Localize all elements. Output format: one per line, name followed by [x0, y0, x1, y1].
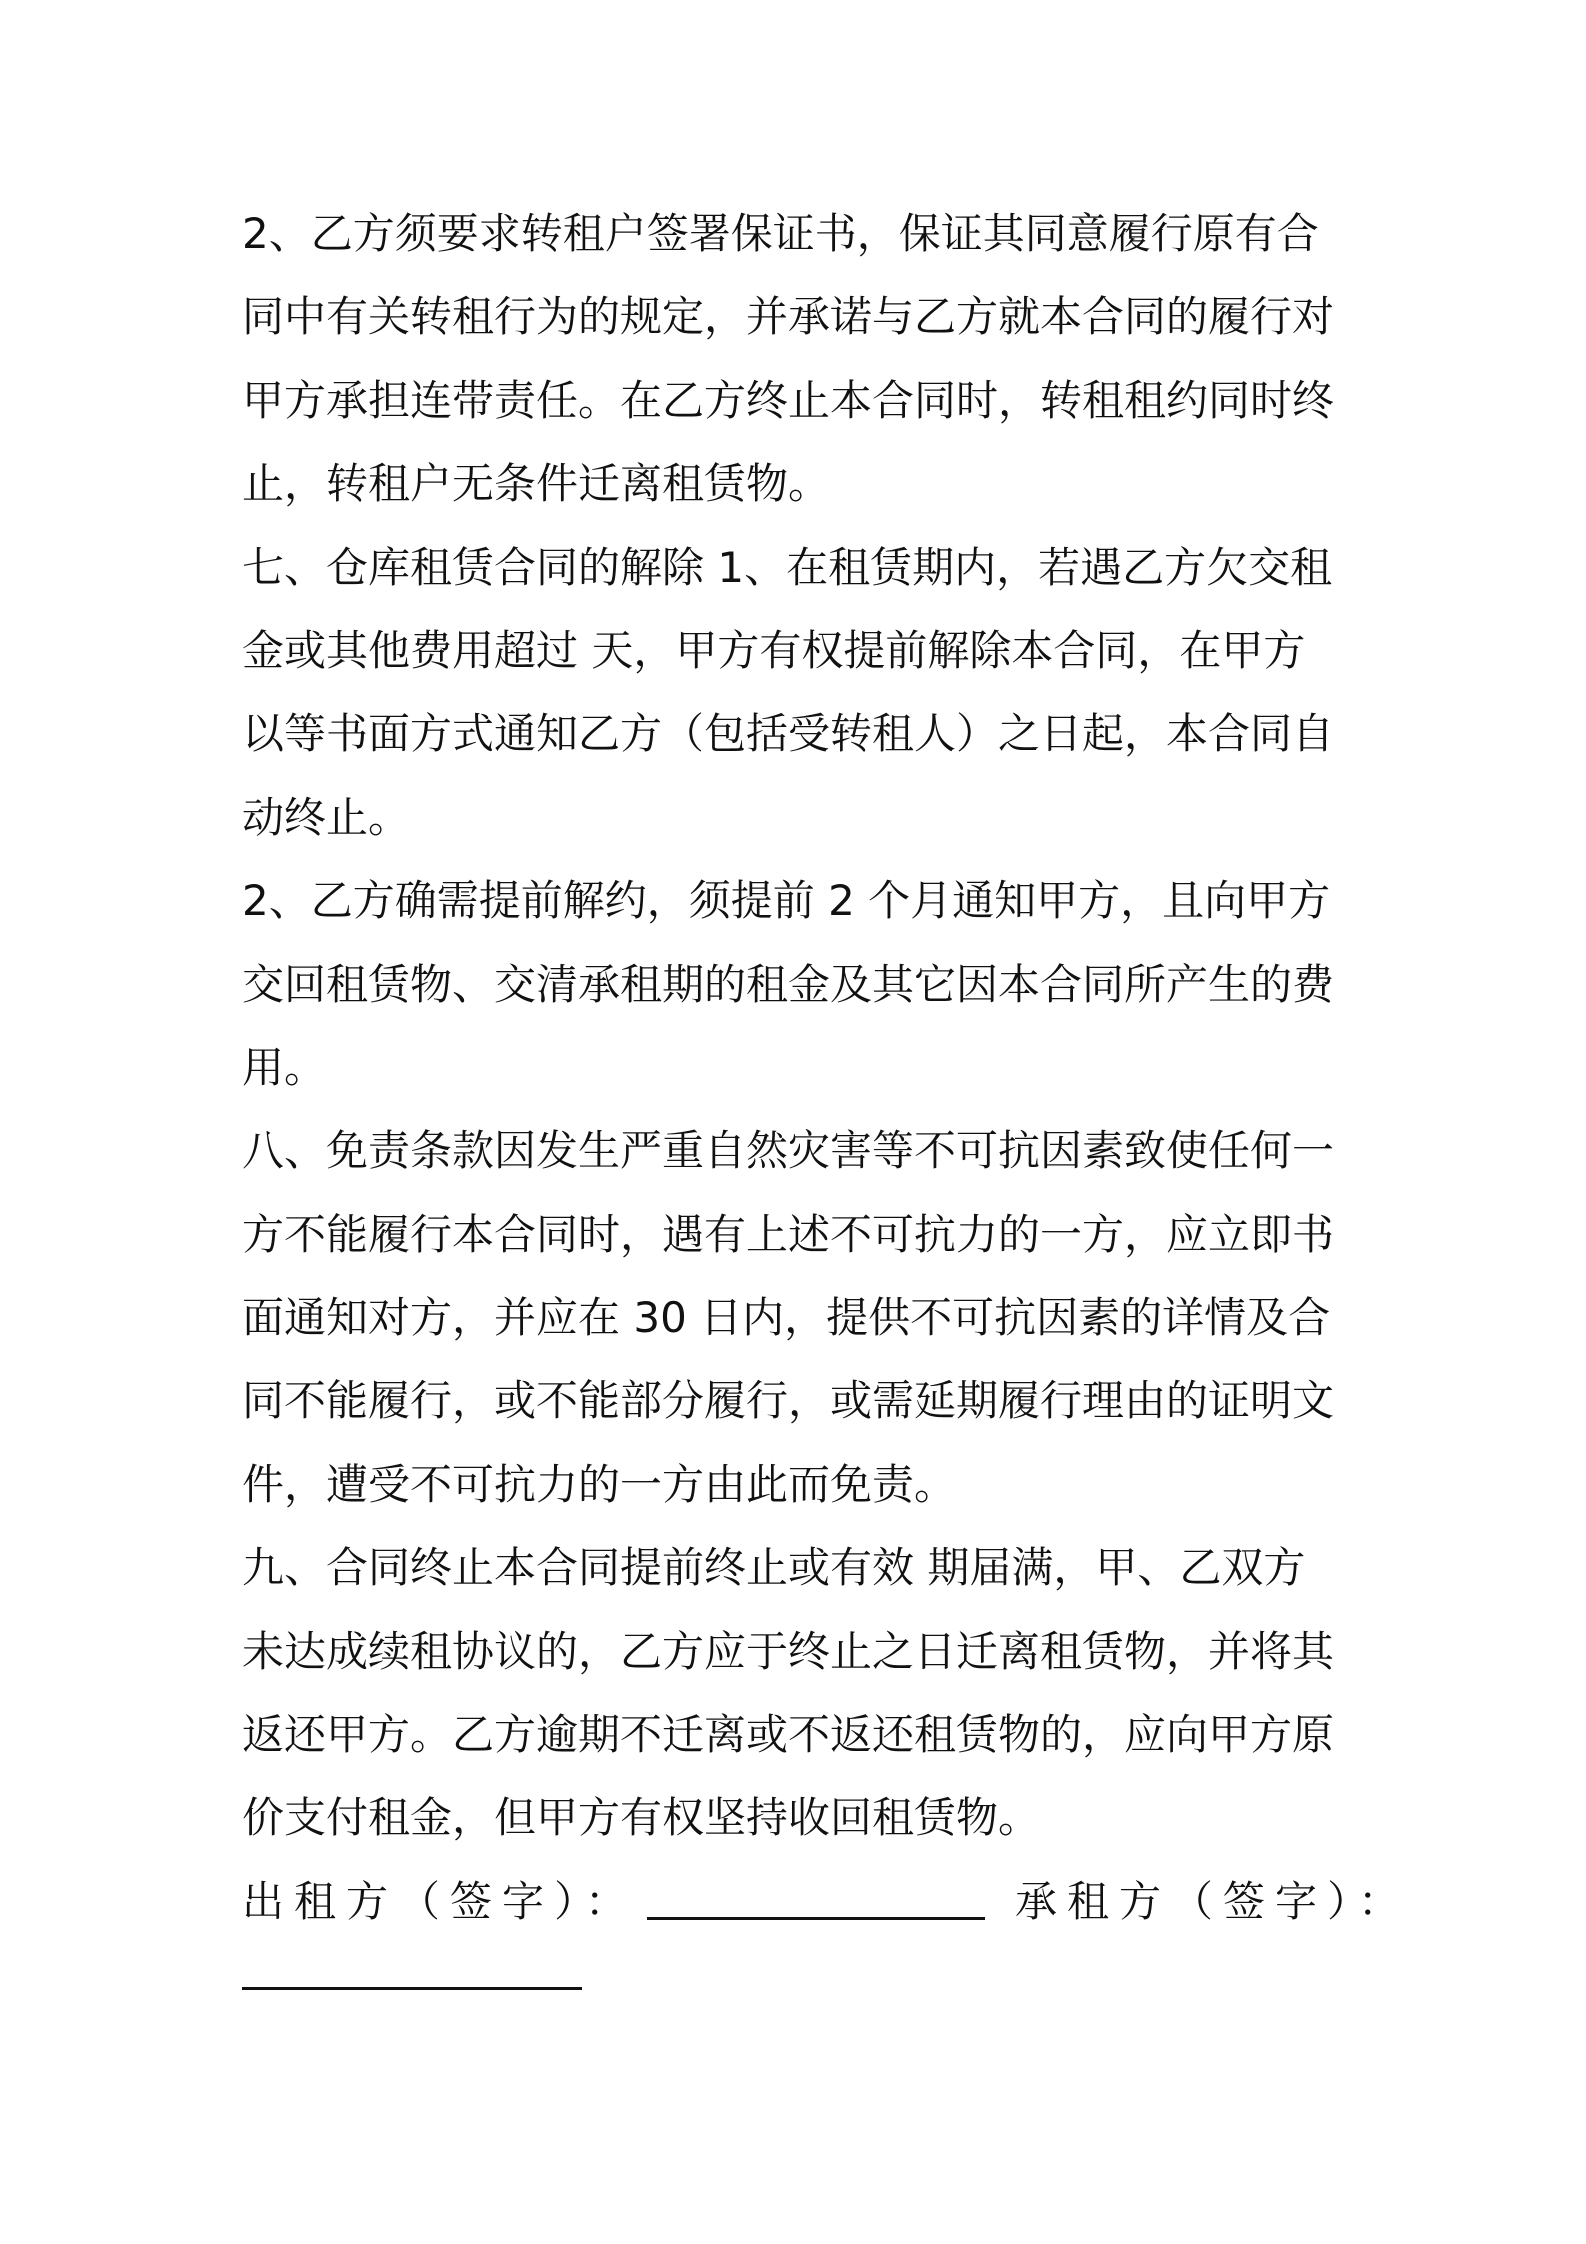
text-line: 七、仓库租赁合同的解除 1、在租赁期内，若遇乙方欠交租: [242, 542, 1333, 592]
lessee-signature-row: [242, 1943, 1362, 2026]
lessor-signature-field[interactable]: [647, 1877, 985, 1920]
lessor-signature-label: 出租方（签字）：: [242, 1876, 638, 1926]
text-line: 甲方承担连带责任。在乙方终止本合同时，转租租约同时终: [242, 375, 1335, 425]
text-line: 用。: [242, 1042, 327, 1092]
text-line: 止，转租户无条件迁离租赁物。: [242, 459, 831, 509]
text-line: 件，遭受不可抗力的一方由此而免责。: [242, 1459, 957, 1509]
text-line: 2、乙方须要求转租户签署保证书，保证其同意履行原有合: [242, 209, 1319, 258]
text-line: 同不能履行，或不能部分履行，或需延期履行理由的证明文: [242, 1376, 1335, 1426]
text-line: 未达成续租协议的，乙方应于终止之日迁离租赁物，并将其: [242, 1626, 1335, 1676]
text-line: 面通知对方，并应在 30 日内，提供不可抗因素的详情及合: [242, 1293, 1331, 1343]
text-line: 八、免责条款因发生严重自然灾害等不可抗因素致使任何一: [242, 1126, 1335, 1176]
text-line: 价支付租金，但甲方有权坚持收回租赁物。: [242, 1793, 1041, 1843]
text-line: 同中有关转租行为的规定，并承诺与乙方就本合同的履行对: [242, 292, 1335, 342]
signature-line: [242, 1860, 1411, 1943]
text-line: 返还甲方。乙方逾期不迁离或不返还租赁物的，应向甲方原: [242, 1710, 1335, 1760]
text-line: 九、合同终止本合同提前终止或有效 期届满，甲、乙双方: [242, 1543, 1306, 1593]
text-line: 方不能履行本合同时，遇有上述不可抗力的一方，应立即书: [242, 1209, 1335, 1259]
text-line: 以等书面方式通知乙方（包括受转租人）之日起，本合同自: [242, 709, 1335, 759]
text-line: 交回租赁物、交清承租期的租金及其它因本合同所产生的费: [242, 959, 1335, 1009]
text-line: 动终止。: [242, 792, 411, 842]
document-body: [242, 192, 1411, 2027]
lessee-signature-label: 承租方（签字）：: [1015, 1876, 1411, 1926]
text-line: 金或其他费用超过 天，甲方有权提前解除本合同，在甲方: [242, 625, 1306, 675]
lessee-signature-field[interactable]: [242, 1987, 582, 1990]
text-line: 2、乙方确需提前解约，须提前 2 个月通知甲方，且向甲方: [242, 876, 1331, 926]
